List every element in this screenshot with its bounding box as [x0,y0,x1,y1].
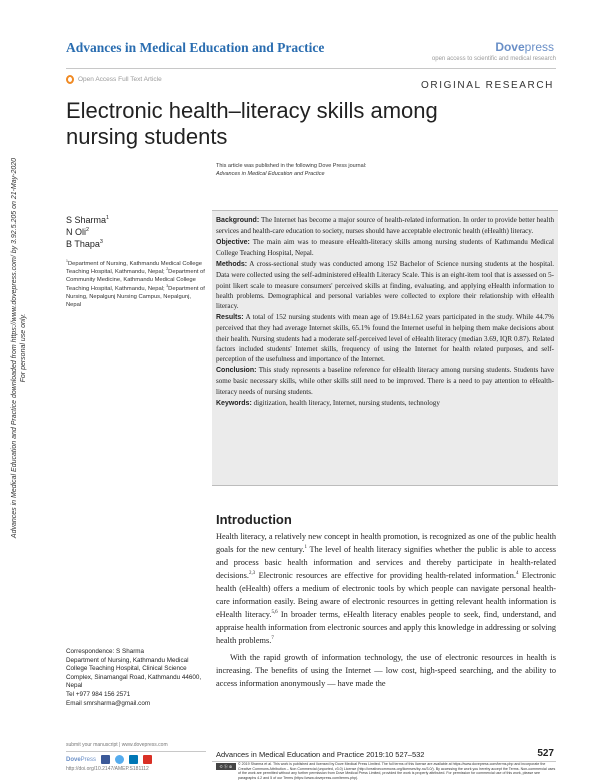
author-list [66,214,109,250]
abstract [212,210,558,486]
abstract-keywords: Keywords: digitization, health literacy, Internet, nursing students, technology [216,398,440,407]
correspondence-block [66,648,206,708]
abstract-results: Results: A total of 152 nursing students with mean age of 19.84±1.62 years participated in the study. While 44.7% perceived that they had average Internet skills, 65.1% found the Internet useful in helping them make decisions about their health. Nursing students had a moderate self-perceived level of eHealth literacy (median 3.69, IQR 0.87). Related factors included students' Internet skills, frequency of using the Internet for health related purposes, and self-perception of the usefulness and importance of the Internet. [216,313,554,364]
submission-footer [66,742,206,772]
correspondence-email[interactable]: Email smrsharma@gmail.com [66,699,151,707]
abstract-conclusion: Conclusion: This study represents a baseline reference for eHealth literacy among nursing students. Students have some basic necessary skills, while other skills still need to be improved. There is a need to pay attention to eHealth-literacy needs of nursing students. [216,366,554,396]
abstract-background: Background: The Internet has become a major source of health-related information. In order to provide better health services and health-care education to society, nurses should have acceptable electronic health (eHealth) literacy. [216,216,554,236]
publication-note-line1: This article was published in the following Dove Press journal: [216,163,367,169]
download-watermark-line2: For personal use only. [20,313,27,383]
footer-journal-issue: Advances in Medical Education and Practice 2019:10 527–532 [216,750,425,759]
abstract-methods: Methods: A cross-sectional study was conducted among 152 Bachelor of Science nursing students at the hospital. Data were collected using the self-administered eHealth Literacy Scale. This is an eight-item tool that is assessed on 5-point likert scale to measure consumers' perceived skills at finding, evaluating, and applying eHealth information to health problems. Demographical and personal variables were collected to explore their relationship with eHealth literacy. [216,260,554,311]
author-name: B Thapa$^3$ [66,239,103,249]
open-access-text: Open Access Full Text Article [78,76,162,83]
correspondence-tel: Tel +977 984 156 2571 [66,690,131,698]
logo-bold: Dove [495,40,525,54]
download-watermark [10,128,46,568]
abstract-objective: Objective: The main aim was to measure eHealth-literacy skills among nursing students of Kathmandu Medical College Teaching Hospital, Nepal. [216,238,554,258]
facebook-icon[interactable] [101,755,110,764]
citation[interactable]: 5,6 [271,610,278,616]
submit-manuscript-link[interactable]: submit your manuscript | www.dovepress.com [66,742,168,748]
citation[interactable]: 4 [515,571,519,577]
introduction-paragraph: With the rapid growth of information technology, the use of electronic resources in health is increasing. The benefits of using the Internet — low cost, high-speed searching, and the ability to access information anonymously — have made the [216,653,556,688]
linkedin-icon[interactable] [129,755,138,764]
publisher-tagline: open access to scientific and medical research [431,56,556,62]
author-affiliations: $^1$Department of Nursing, Kathmandu Medical College Teaching Hospital, Kathmandu, Nepal; $^2$Department of Community Medicine, Kathmandu Medical College Teaching Hospital, Kathmandu, Nepal; $^3$Department of Nursing, Nepalgunj Nursing Campus, Nepalgunj, Nepal [66,259,205,309]
download-watermark-line1: Advances in Medical Education and Practice downloaded from https://www.dovepress.com/ by 3.92.5.205 on 21-May-2020 [11,157,18,539]
creative-commons-badge-icon[interactable]: © ⓑ ⊜ [216,763,236,770]
author-name: N Oli$^2$ [66,227,89,237]
journal-title: Advances in Medical Education and Practice [66,40,325,55]
open-access-lock-icon [66,75,74,84]
dovepress-logo[interactable] [495,40,554,54]
introduction-paragraph: Health literacy, a relatively new concept in health promotion, is recognized as one of the public health goals for the new century.$^1$ The level of health literacy signifies whether the public is able to access and process basic health information and services and thereby participate in health-related decisions.$^{2,3}$ Electronic resources are effective for providing health-related information.$^4$ Electronic health (eHealth) offers a medium of electronic tools by which people can navigate personal health-care information easily. Being aware of electronic resources in getting relevant health information is eHealth literacy.$^{5,6}$ In broader terms, eHealth literacy enables people to seek, find, understand, and appraise health information from electronic sources and apply this knowledge in addressing or solving health problems.$^7$ [216,532,557,645]
introduction-heading: Introduction [216,512,292,527]
twitter-icon[interactable] [115,755,124,764]
page-number: 527 [537,748,554,759]
social-links [66,755,206,764]
license-text: © 2019 Sharma et al. This work is published and licensed by Dove Medical Press Limited. The full terms of this license are available at https://www.dovepress.com/terms.php and incorporate the Creative Commons Attribution – Non Commercial (unported, v3.0) License (http://creativecommons.org/licenses/by-nc/3.0/). By accessing the work you hereby accept the Terms. Non-commercial uses of the work are permitted without any further permission from Dove Medical Press Limited, provided the work is properly attributed. For permission for commercial use of this work, please see paragraphs 4.2 and 5 of our Terms (https://www.dovepress.com/terms.php). [238,762,556,780]
citation[interactable]: 7 [271,636,274,642]
citation[interactable]: 2,3 [248,571,256,577]
open-access-label [66,75,162,84]
logo-light: press [524,40,554,54]
dovepress-small-logo[interactable]: DovePress [66,756,97,763]
youtube-icon[interactable] [143,755,152,764]
correspondence-address: Department of Nursing, Kathmandu Medical College Teaching Hospital, Clinical Science Complex, Sinamangal Road, Kathmandu 44600, Nepal [66,656,202,690]
introduction-body [216,530,556,694]
article-title: Electronic health–literacy skills among nursing students [66,98,438,149]
correspondence-name: Correspondence: S Sharma [66,648,145,655]
publication-note-journal: Advances in Medical Education and Practice [216,171,325,177]
doi-link[interactable]: http://doi.org/10.2147/AMEP.S181112 [66,766,149,772]
article-type: ORIGINAL RESEARCH [421,80,554,91]
citation[interactable]: 1 [304,545,307,551]
publication-note [216,162,366,178]
author-name: S Sharma$^1$ [66,215,110,225]
header-divider [66,68,556,69]
